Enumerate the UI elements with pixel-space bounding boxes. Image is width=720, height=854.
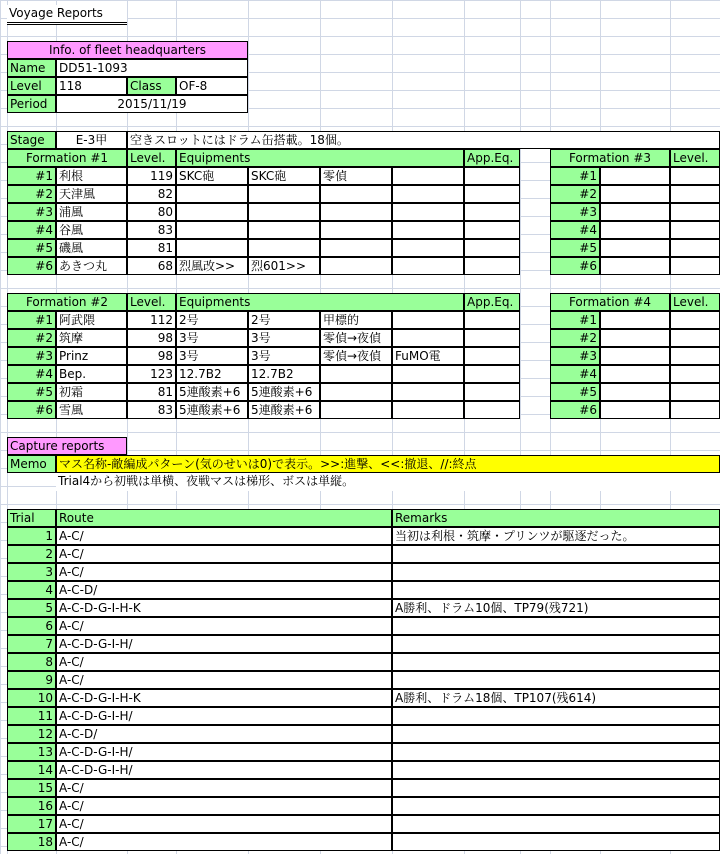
- level-value: 118: [56, 77, 127, 95]
- ship-slot-number: #1: [7, 167, 56, 185]
- equip-slot-3: 零偵→夜偵: [320, 329, 392, 347]
- trial-route: A-C-D/: [56, 725, 392, 743]
- app-equip: [464, 239, 520, 257]
- ship-name: 阿武隈: [56, 311, 127, 329]
- ship-name: 利根: [56, 167, 127, 185]
- equip-slot-1: [176, 185, 248, 203]
- equip-slot-3: 甲標的: [320, 311, 392, 329]
- trial-route: A-C/: [56, 797, 392, 815]
- ship-slot-number: #5: [550, 239, 600, 257]
- trial-remark: [392, 707, 720, 725]
- trial-number: 15: [7, 779, 56, 797]
- app-equip: [464, 383, 520, 401]
- trial-number: 14: [7, 761, 56, 779]
- trial-number: 12: [7, 725, 56, 743]
- app-equip: [464, 203, 520, 221]
- ship-slot-number: #3: [550, 203, 600, 221]
- trial-route: A-C/: [56, 527, 392, 545]
- trial-number: 13: [7, 743, 56, 761]
- ship-level: 112: [127, 311, 176, 329]
- ship-slot-number: #6: [7, 257, 56, 275]
- trial-remark: A勝利、ドラム18個、TP107(残614): [392, 689, 720, 707]
- trial-number: 4: [7, 581, 56, 599]
- trial-route: A-C/: [56, 653, 392, 671]
- trial-number: 2: [7, 545, 56, 563]
- ship-level: [670, 239, 720, 257]
- ship-name: 谷風: [56, 221, 127, 239]
- ship-level: 98: [127, 329, 176, 347]
- ship-slot-number: #4: [550, 221, 600, 239]
- equip-slot-2: 12.7B2: [248, 365, 320, 383]
- f4-level-header: Level.: [670, 293, 720, 311]
- equip-slot-4: FuMO電: [392, 347, 464, 365]
- memo-line-2: Trial4から初戦は単横、夜戦マスは梯形、ボスは単縦。: [56, 473, 720, 491]
- ship-name: 筑摩: [56, 329, 127, 347]
- ship-level: [670, 185, 720, 203]
- f2-level-header: Level.: [127, 293, 176, 311]
- equip-slot-3: 零偵: [320, 167, 392, 185]
- ship-name: [600, 365, 670, 383]
- trial-remark: [392, 635, 720, 653]
- period-label: Period: [7, 95, 56, 113]
- ship-slot-number: #3: [7, 347, 56, 365]
- equip-slot-3: [320, 221, 392, 239]
- ship-name: 初霜: [56, 383, 127, 401]
- trial-remark: [392, 779, 720, 797]
- trial-route: A-C-D-G-I-H/: [56, 635, 392, 653]
- trial-remark: [392, 671, 720, 689]
- trial-number: 16: [7, 797, 56, 815]
- ship-slot-number: #4: [7, 365, 56, 383]
- equip-slot-3: [320, 239, 392, 257]
- ship-level: 119: [127, 167, 176, 185]
- trial-remark: [392, 743, 720, 761]
- trial-route: A-C-D-G-I-H/: [56, 761, 392, 779]
- period-value: 2015/11/19: [56, 95, 248, 113]
- ship-level: [670, 311, 720, 329]
- trial-remark: [392, 815, 720, 833]
- class-label: Class: [127, 77, 176, 95]
- f3-level-header: Level.: [670, 149, 720, 167]
- equip-slot-1: 5連酸素+6: [176, 401, 248, 419]
- trial-number: 9: [7, 671, 56, 689]
- app-equip: [464, 365, 520, 383]
- name-value: DD51-1093: [56, 59, 248, 77]
- trial-remark: [392, 563, 720, 581]
- equip-slot-2: 3号: [248, 347, 320, 365]
- trial-route: A-C/: [56, 545, 392, 563]
- ship-level: 98: [127, 347, 176, 365]
- capture-header: Capture reports: [7, 437, 127, 455]
- app-equip: [464, 221, 520, 239]
- equip-slot-3: [320, 401, 392, 419]
- trial-number: 6: [7, 617, 56, 635]
- ship-name: [600, 383, 670, 401]
- stage-value: E-3甲: [56, 131, 127, 149]
- equip-slot-4: [392, 365, 464, 383]
- ship-slot-number: #2: [7, 185, 56, 203]
- ship-name: [600, 203, 670, 221]
- f2-appeq-header: App.Eq.: [464, 293, 520, 311]
- ship-slot-number: #5: [7, 383, 56, 401]
- name-label: Name: [7, 59, 56, 77]
- remarks-header: Remarks: [392, 509, 720, 527]
- f2-equip-header: Equipments: [176, 293, 464, 311]
- ship-slot-number: #2: [7, 329, 56, 347]
- trial-number: 5: [7, 599, 56, 617]
- equip-slot-1: [176, 221, 248, 239]
- ship-name: Bep.: [56, 365, 127, 383]
- ship-name: [600, 239, 670, 257]
- equip-slot-1: [176, 203, 248, 221]
- app-equip: [464, 347, 520, 365]
- trial-remark: [392, 581, 720, 599]
- equip-slot-1: SKC砲: [176, 167, 248, 185]
- trial-remark: [392, 653, 720, 671]
- app-equip: [464, 167, 520, 185]
- ship-level: [670, 203, 720, 221]
- memo-label: Memo: [7, 455, 56, 473]
- equip-slot-2: 烈601>>: [248, 257, 320, 275]
- ship-name: [600, 185, 670, 203]
- trial-number: 18: [7, 833, 56, 851]
- f2-title: Formation #2: [7, 293, 127, 311]
- app-equip: [464, 185, 520, 203]
- equip-slot-2: 5連酸素+6: [248, 401, 320, 419]
- trial-remark: A勝利、ドラム10個、TP79(残721): [392, 599, 720, 617]
- trial-remark: [392, 797, 720, 815]
- stage-label: Stage: [7, 131, 56, 149]
- ship-level: [670, 347, 720, 365]
- page-title: Voyage Reports: [7, 5, 127, 25]
- ship-level: 83: [127, 401, 176, 419]
- trial-remark: [392, 761, 720, 779]
- equip-slot-4: [392, 239, 464, 257]
- ship-slot-number: #2: [550, 185, 600, 203]
- equip-slot-3: 零偵→夜偵: [320, 347, 392, 365]
- hq-header: Info. of fleet headquarters: [7, 41, 248, 59]
- trial-route: A-C/: [56, 563, 392, 581]
- f3-title: Formation #3: [550, 149, 670, 167]
- f1-equip-header: Equipments: [176, 149, 464, 167]
- ship-slot-number: #2: [550, 329, 600, 347]
- ship-name: [600, 329, 670, 347]
- equip-slot-4: [392, 383, 464, 401]
- app-equip: [464, 401, 520, 419]
- ship-level: [670, 257, 720, 275]
- memo-line-1: マス名称-敵編成パターン(気のせいは0)で表示。>>:進撃、<<:撤退、//:終点: [56, 455, 720, 473]
- ship-name: 雪風: [56, 401, 127, 419]
- f1-level-header: Level.: [127, 149, 176, 167]
- equip-slot-3: [320, 365, 392, 383]
- f1-title: Formation #1: [7, 149, 127, 167]
- ship-slot-number: #3: [7, 203, 56, 221]
- trial-remark: [392, 617, 720, 635]
- trial-number: 10: [7, 689, 56, 707]
- equip-slot-2: 3号: [248, 329, 320, 347]
- equip-slot-4: [392, 401, 464, 419]
- ship-slot-number: #3: [550, 347, 600, 365]
- ship-slot-number: #6: [7, 401, 56, 419]
- equip-slot-2: [248, 239, 320, 257]
- ship-slot-number: #1: [550, 167, 600, 185]
- trial-remark: [392, 725, 720, 743]
- equip-slot-1: 12.7B2: [176, 365, 248, 383]
- f4-title: Formation #4: [550, 293, 670, 311]
- equip-slot-2: [248, 203, 320, 221]
- equip-slot-2: [248, 221, 320, 239]
- class-value: OF-8: [176, 77, 248, 95]
- ship-level: 82: [127, 185, 176, 203]
- trial-number: 17: [7, 815, 56, 833]
- trial-route: A-C/: [56, 833, 392, 851]
- equip-slot-4: [392, 221, 464, 239]
- ship-name: [600, 311, 670, 329]
- equip-slot-4: [392, 311, 464, 329]
- equip-slot-4: [392, 257, 464, 275]
- ship-name: 浦風: [56, 203, 127, 221]
- equip-slot-2: 2号: [248, 311, 320, 329]
- equip-slot-1: 5連酸素+6: [176, 383, 248, 401]
- ship-name: [600, 401, 670, 419]
- ship-level: [670, 401, 720, 419]
- ship-slot-number: #6: [550, 401, 600, 419]
- ship-slot-number: #1: [7, 311, 56, 329]
- ship-slot-number: #1: [550, 311, 600, 329]
- ship-level: [670, 329, 720, 347]
- trial-route: A-C-D-G-I-H/: [56, 707, 392, 725]
- ship-name: [600, 257, 670, 275]
- ship-level: 80: [127, 203, 176, 221]
- ship-name: 磯風: [56, 239, 127, 257]
- ship-slot-number: #4: [550, 365, 600, 383]
- trial-route: A-C/: [56, 779, 392, 797]
- trial-remark: [392, 545, 720, 563]
- trial-number: 3: [7, 563, 56, 581]
- ship-level: [670, 383, 720, 401]
- level-label: Level: [7, 77, 56, 95]
- trial-header: Trial: [7, 509, 56, 527]
- trial-remark: [392, 833, 720, 851]
- ship-slot-number: #5: [550, 383, 600, 401]
- trial-number: 7: [7, 635, 56, 653]
- app-equip: [464, 257, 520, 275]
- ship-level: 81: [127, 239, 176, 257]
- trial-route: A-C-D-G-I-H-K: [56, 689, 392, 707]
- equip-slot-4: [392, 203, 464, 221]
- trial-remark: 当初は利根・筑摩・プリンツが駆逐だった。: [392, 527, 720, 545]
- stage-note: 空きスロットにはドラム缶搭載。18個。: [127, 131, 720, 149]
- ship-slot-number: #4: [7, 221, 56, 239]
- app-equip: [464, 311, 520, 329]
- trial-route: A-C-D/: [56, 581, 392, 599]
- equip-slot-2: [248, 185, 320, 203]
- equip-slot-1: 2号: [176, 311, 248, 329]
- trial-route: A-C/: [56, 671, 392, 689]
- ship-level: 123: [127, 365, 176, 383]
- ship-name: [600, 221, 670, 239]
- equip-slot-1: 3号: [176, 347, 248, 365]
- trial-route: A-C/: [56, 815, 392, 833]
- f1-appeq-header: App.Eq.: [464, 149, 520, 167]
- ship-name: [600, 167, 670, 185]
- ship-name: 天津風: [56, 185, 127, 203]
- equip-slot-2: 5連酸素+6: [248, 383, 320, 401]
- ship-level: [670, 221, 720, 239]
- app-equip: [464, 329, 520, 347]
- route-header: Route: [56, 509, 392, 527]
- trial-number: 11: [7, 707, 56, 725]
- trial-number: 8: [7, 653, 56, 671]
- ship-slot-number: #6: [550, 257, 600, 275]
- trial-route: A-C/: [56, 617, 392, 635]
- equip-slot-1: 烈風改>>: [176, 257, 248, 275]
- ship-slot-number: #5: [7, 239, 56, 257]
- equip-slot-3: [320, 383, 392, 401]
- trial-route: A-C-D-G-I-H-K: [56, 599, 392, 617]
- trial-route: A-C-D-G-I-H/: [56, 743, 392, 761]
- ship-level: 68: [127, 257, 176, 275]
- equip-slot-2: SKC砲: [248, 167, 320, 185]
- ship-level: [670, 167, 720, 185]
- ship-level: 83: [127, 221, 176, 239]
- ship-name: [600, 347, 670, 365]
- ship-level: [670, 365, 720, 383]
- trial-number: 1: [7, 527, 56, 545]
- ship-name: Prinz: [56, 347, 127, 365]
- equip-slot-3: [320, 257, 392, 275]
- equip-slot-1: [176, 239, 248, 257]
- equip-slot-4: [392, 185, 464, 203]
- equip-slot-3: [320, 203, 392, 221]
- ship-name: あきつ丸: [56, 257, 127, 275]
- equip-slot-1: 3号: [176, 329, 248, 347]
- equip-slot-4: [392, 329, 464, 347]
- equip-slot-3: [320, 185, 392, 203]
- equip-slot-4: [392, 167, 464, 185]
- ship-level: 81: [127, 383, 176, 401]
